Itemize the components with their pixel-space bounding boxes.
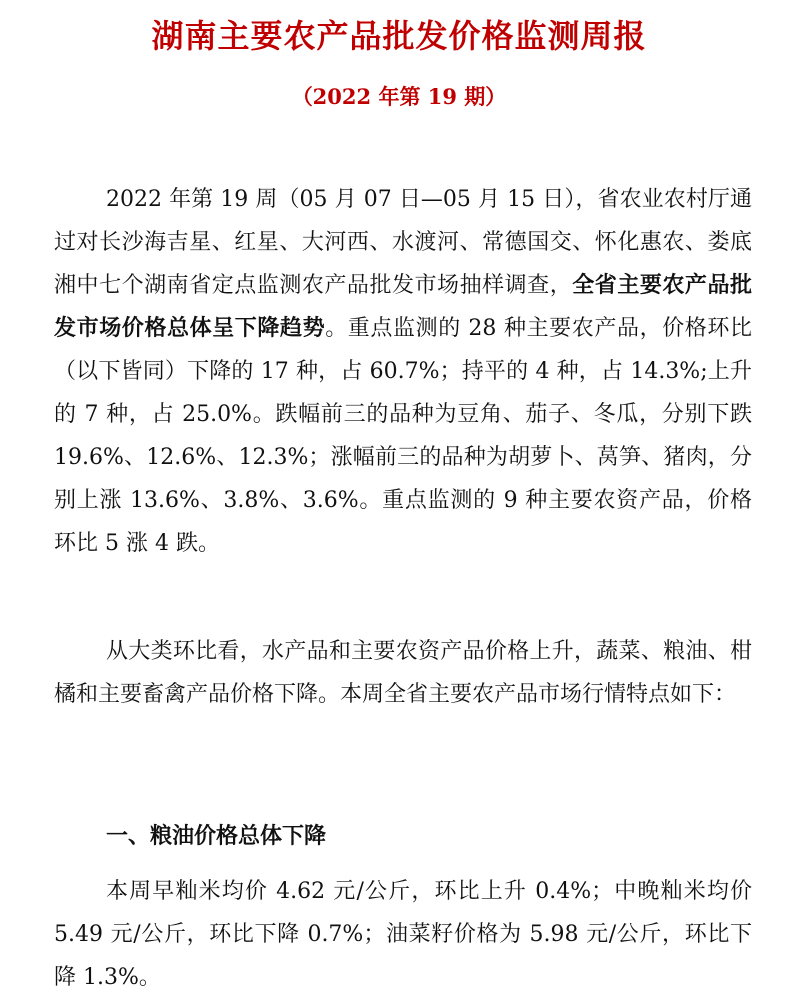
- grain-oil-paragraph: 本周早籼米均价 4.62 元/公斤，环比上升 0.4%；中晚籼米均价 5.49 元/公斤，环比下降 0.7%；油菜籽价格为 5.98 元/公斤，环比下降 1.3%。: [54, 879, 752, 990]
- section-heading-grain-oil: 一、粮油价格总体下降: [106, 824, 327, 849]
- report-title: 湖南主要农产品批发价格监测周报: [151, 17, 647, 55]
- issue-number: （2022 年第 19 期）: [291, 84, 507, 109]
- overview-paragraph: 从大类环比看，水产品和主要农资产品价格上升，蔬菜、粮油、柑橘和主要畜禽产品价格下降。本周全省主要农产品市场行情特点如下：: [54, 639, 752, 707]
- intro-text-before: 2022 年第 19 周（05 月 07 日—05 月 15 日），省农业农村厅通过对长沙海吉星、红星、大河西、水渡河、常德国交、怀化惠农、娄底湘中七个湖南省定点监测农产品批发市场抽样调查，: [54, 187, 752, 298]
- intro-paragraph: [54, 178, 752, 565]
- intro-highlight: 全省主要农产品批发市场价格总体呈下降趋势: [54, 272, 752, 341]
- intro-text-after: 。重点监测的 28 种主要农产品，价格环比（以下皆同）下降的 17 种，占 60.7%；持平的 4 种，占 14.3%;上升的 7 种，占 25.0%。跌幅前三的品种为豆角、茄子、冬瓜，分别下跌 19.6%、12.6%、12.3%；涨幅前三的品种为胡萝卜、莴笋、猪肉，分别上涨 13.6%、3.8%、3.6%。重点监测的 9 种主要农资产品，价格环比 5 涨 4 跌。: [54, 316, 752, 556]
